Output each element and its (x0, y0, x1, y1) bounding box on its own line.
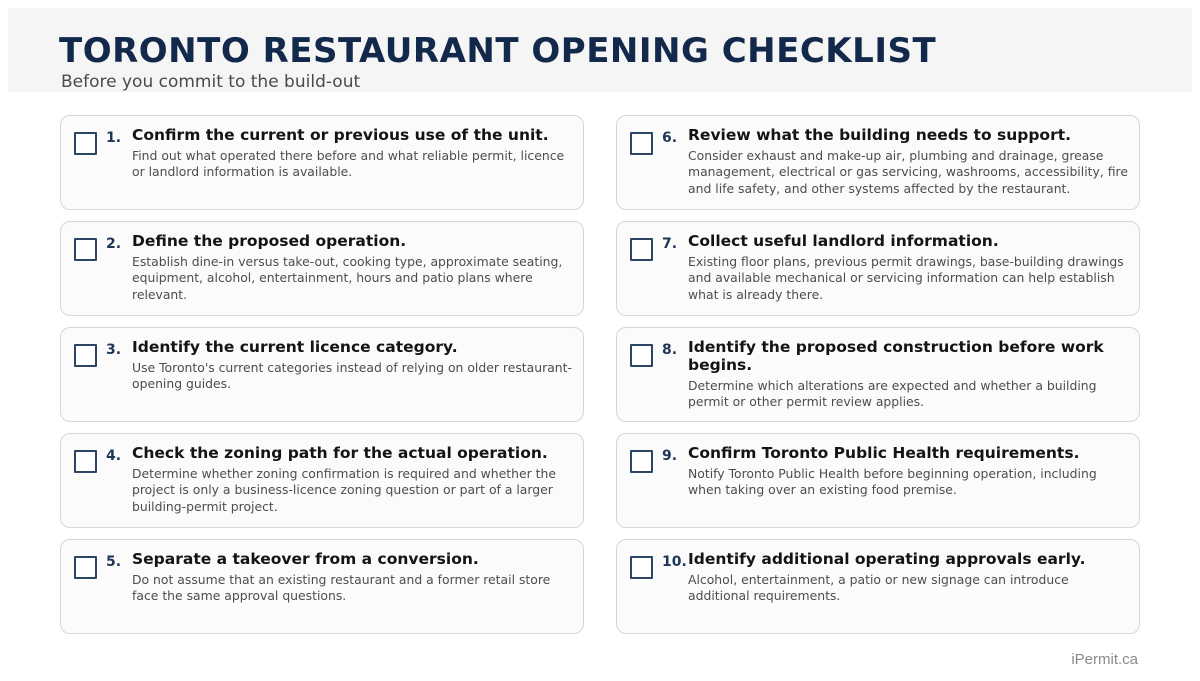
empty-checkbox-icon[interactable] (630, 132, 653, 155)
item-heading: Identify additional operating approvals early. (688, 550, 1086, 568)
checklist-item-2 (60, 221, 584, 316)
empty-checkbox-icon[interactable] (74, 132, 97, 155)
empty-checkbox-icon[interactable] (630, 450, 653, 473)
item-description: Establish dine-in versus take-out, cooking type, approximate seating, equipment, alcohol, entertainment, hours and patio plans where relevant. (132, 254, 563, 302)
item-heading: Collect useful landlord information. (688, 232, 999, 250)
item-description: Determine which alterations are expected and whether a building permit or other permit review applies. (688, 378, 1097, 410)
item-description: Notify Toronto Public Health before beginning operation, including when taking over an existing food premise. (688, 466, 1097, 498)
item-heading: Confirm Toronto Public Health requirements. (688, 444, 1080, 462)
item-heading: Confirm the current or previous use of the unit. (132, 126, 549, 144)
item-number: 4. (106, 448, 122, 464)
footer-brand: iPermit.ca (1071, 651, 1138, 668)
empty-checkbox-icon[interactable] (74, 450, 97, 473)
item-description: Find out what operated there before and what reliable permit, licence or landlord information is available. (132, 148, 565, 180)
checklist-item-10 (616, 539, 1140, 634)
item-number: 10. (662, 554, 687, 570)
empty-checkbox-icon[interactable] (630, 556, 653, 579)
checklist-item-6 (616, 115, 1140, 210)
page-subtitle: Before you commit to the build-out (61, 72, 361, 92)
checklist-item-7 (616, 221, 1140, 316)
checklist-item-8 (616, 327, 1140, 422)
item-heading: Identify the current licence category. (132, 338, 458, 356)
item-number: 9. (662, 448, 678, 464)
item-description: Alcohol, entertainment, a patio or new signage can introduce additional requirements. (688, 572, 1069, 604)
item-number: 6. (662, 130, 678, 146)
empty-checkbox-icon[interactable] (74, 344, 97, 367)
checklist-item-9 (616, 433, 1140, 528)
page-title: TORONTO RESTAURANT OPENING CHECKLIST (59, 31, 937, 71)
item-description: Existing floor plans, previous permit drawings, base-building drawings and available mechanical or servicing information can help establish what is already there. (688, 254, 1124, 302)
empty-checkbox-icon[interactable] (74, 238, 97, 261)
empty-checkbox-icon[interactable] (630, 344, 653, 367)
item-number: 5. (106, 554, 122, 570)
item-heading: Review what the building needs to support. (688, 126, 1072, 144)
item-description: Consider exhaust and make-up air, plumbing and drainage, grease management, electrical or gas servicing, washrooms, accessibility, fire and life safety, and other systems affected by the restaurant. (688, 148, 1128, 196)
item-number: 1. (106, 130, 122, 146)
item-number: 3. (106, 342, 122, 358)
item-heading: Identify the proposed construction before work begins. (688, 338, 1104, 374)
item-description: Do not assume that an existing restaurant and a former retail store face the same approval questions. (132, 572, 551, 604)
item-number: 7. (662, 236, 678, 252)
empty-checkbox-icon[interactable] (630, 238, 653, 261)
item-heading: Separate a takeover from a conversion. (132, 550, 479, 568)
item-heading: Check the zoning path for the actual operation. (132, 444, 548, 462)
checklist-item-4 (60, 433, 584, 528)
item-heading: Define the proposed operation. (132, 232, 407, 250)
item-description: Determine whether zoning confirmation is required and whether the project is only a business-licence zoning question or part of a larger building-permit project. (132, 466, 556, 514)
empty-checkbox-icon[interactable] (74, 556, 97, 579)
checklist-item-3 (60, 327, 584, 422)
item-number: 2. (106, 236, 122, 252)
item-description: Use Toronto's current categories instead of relying on older restaurant-opening guides. (132, 360, 572, 392)
checklist-item-5 (60, 539, 584, 634)
item-number: 8. (662, 342, 678, 358)
checklist-item-1 (60, 115, 584, 210)
